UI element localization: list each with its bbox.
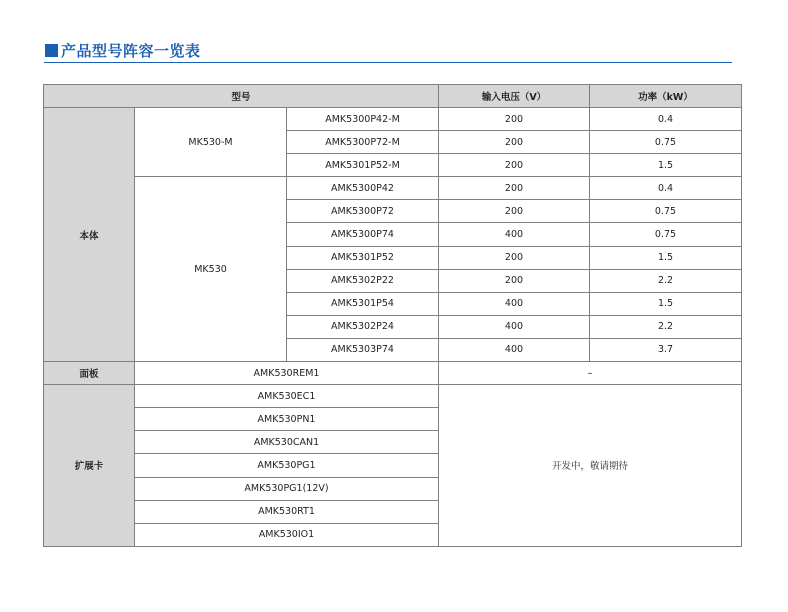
- table-row: [44, 362, 742, 385]
- model-cell: AMK5301P52: [287, 246, 439, 269]
- group-label-body: 本体: [44, 108, 135, 362]
- power-cell: 2.2: [590, 315, 742, 338]
- power-cell: 1.5: [590, 292, 742, 315]
- power-cell: 0.75: [590, 131, 742, 154]
- power-cell: 0.4: [590, 108, 742, 131]
- model-cell: AMK530IO1: [135, 523, 439, 546]
- model-cell: AMK5300P72-M: [287, 131, 439, 154]
- model-cell: AMK5303P74: [287, 338, 439, 361]
- section-title: [44, 41, 732, 63]
- voltage-cell: 200: [439, 200, 590, 223]
- group-label-cards: 扩展卡: [44, 385, 135, 547]
- power-cell: 0.4: [590, 177, 742, 200]
- voltage-cell: 400: [439, 292, 590, 315]
- model-cell: AMK5300P42-M: [287, 108, 439, 131]
- model-cell: AMK530EC1: [135, 385, 439, 408]
- model-cell: AMK530PN1: [135, 408, 439, 431]
- model-cell: AMK5300P74: [287, 223, 439, 246]
- panel-value-cell: –: [439, 362, 742, 385]
- voltage-cell: 200: [439, 108, 590, 131]
- table-row: [44, 177, 742, 200]
- model-cell: AMK5302P22: [287, 269, 439, 292]
- voltage-cell: 200: [439, 154, 590, 177]
- voltage-cell: 200: [439, 177, 590, 200]
- power-cell: 0.75: [590, 200, 742, 223]
- voltage-cell: 200: [439, 246, 590, 269]
- model-cell: AMK530CAN1: [135, 431, 439, 454]
- table-row: [44, 385, 742, 408]
- model-lineup-table: [43, 84, 742, 547]
- header-voltage: 输入电压（V）: [439, 85, 590, 108]
- voltage-cell: 400: [439, 315, 590, 338]
- model-cell: AMK530RT1: [135, 500, 439, 523]
- title-divider: [44, 62, 732, 63]
- voltage-cell: 400: [439, 338, 590, 361]
- voltage-cell: 400: [439, 223, 590, 246]
- table-header-row: [44, 85, 742, 108]
- model-cell: AMK530PG1: [135, 454, 439, 477]
- model-cell: AMK5300P42: [287, 177, 439, 200]
- header-power: 功率（kW）: [590, 85, 742, 108]
- model-cell: AMK5301P52-M: [287, 154, 439, 177]
- title-square-icon: [45, 44, 58, 57]
- voltage-cell: 200: [439, 269, 590, 292]
- power-cell: 0.75: [590, 223, 742, 246]
- model-cell: AMK5301P54: [287, 292, 439, 315]
- power-cell: 2.2: [590, 269, 742, 292]
- power-cell: 3.7: [590, 338, 742, 361]
- series-name: MK530-M: [135, 108, 287, 177]
- power-cell: 1.5: [590, 154, 742, 177]
- power-cell: 1.5: [590, 246, 742, 269]
- model-cell: AMK5302P24: [287, 315, 439, 338]
- table-row: [44, 108, 742, 131]
- cards-note-cell: 开发中，敬请期待: [439, 385, 742, 547]
- page-title: 产品型号阵容一览表: [61, 42, 201, 60]
- model-cell: AMK530PG1(12V): [135, 477, 439, 500]
- header-model: 型号: [44, 85, 439, 108]
- voltage-cell: 200: [439, 131, 590, 154]
- group-label-panel: 面板: [44, 362, 135, 385]
- model-cell: AMK530REM1: [135, 362, 439, 385]
- model-cell: AMK5300P72: [287, 200, 439, 223]
- series-name: MK530: [135, 177, 287, 362]
